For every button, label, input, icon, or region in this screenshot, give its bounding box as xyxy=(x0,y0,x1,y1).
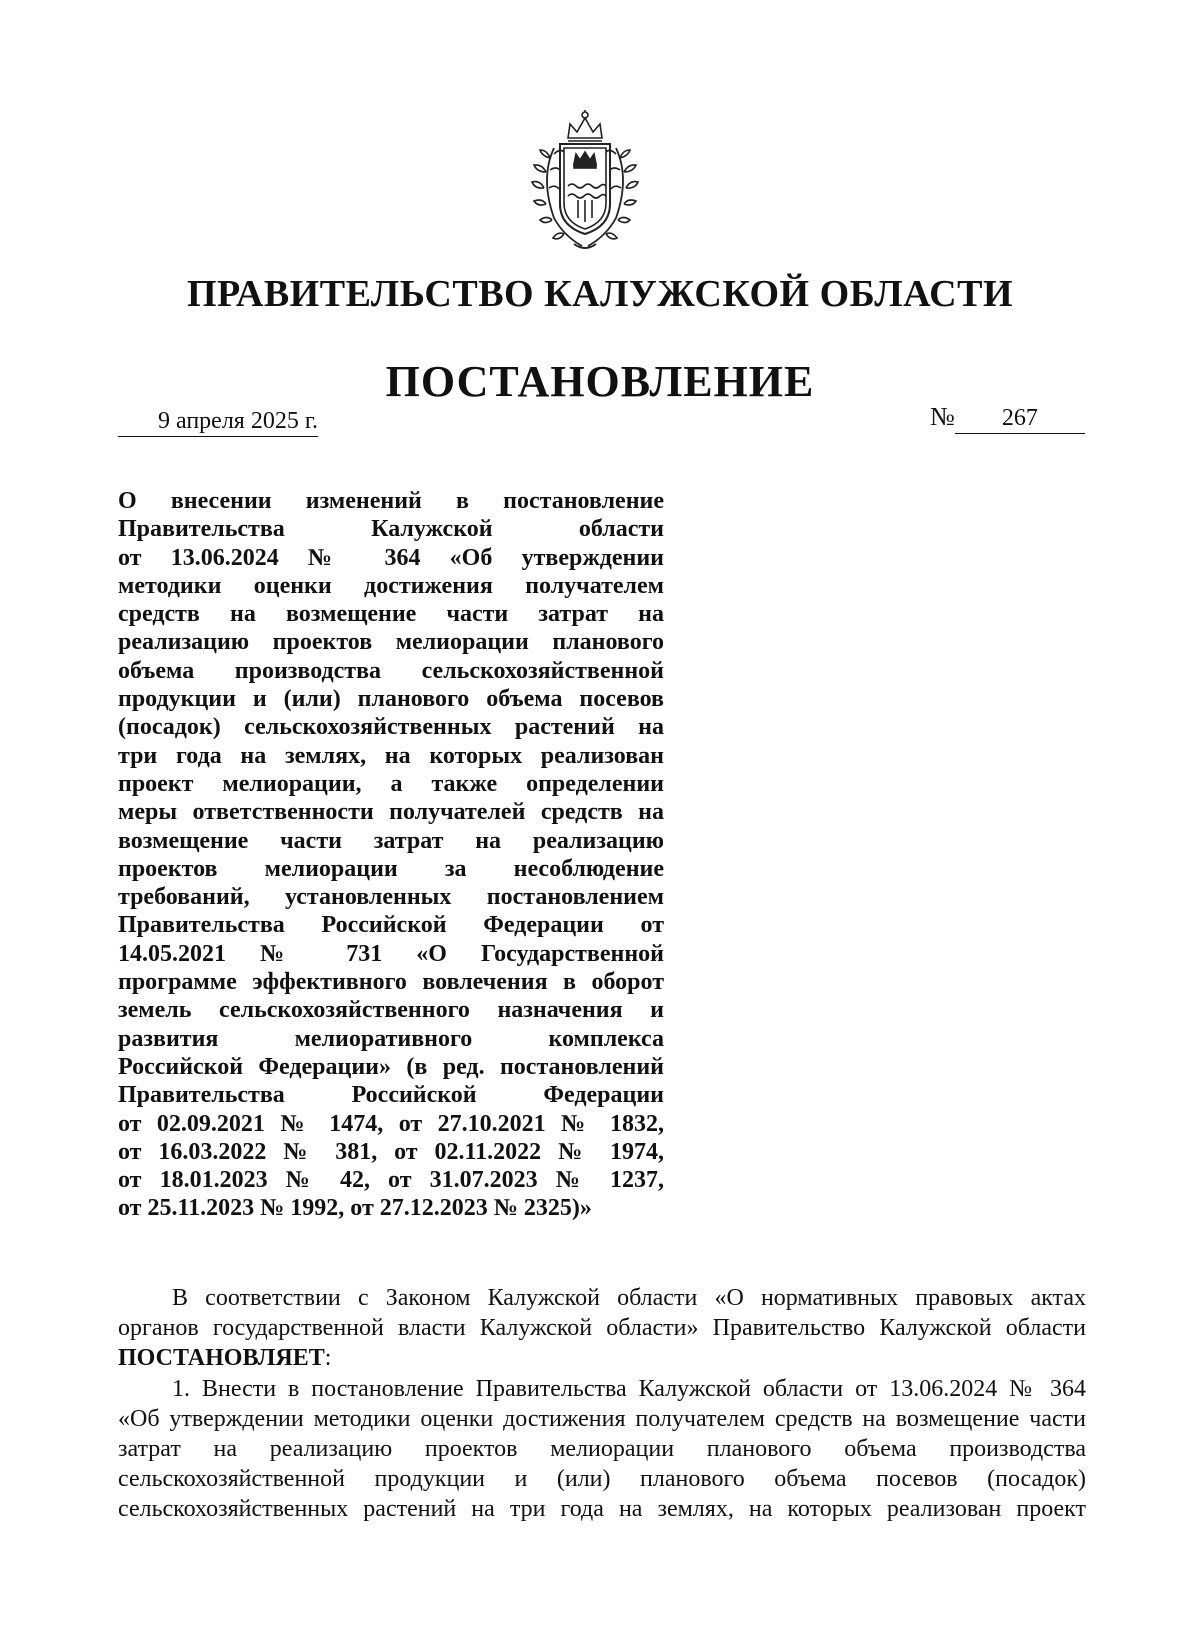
document-date: 9 апреля 2025 г. xyxy=(118,406,318,437)
subject-line: возмещение части затрат на реализацию xyxy=(118,827,664,854)
subject-line: проект мелиорации, а также определении xyxy=(118,770,664,797)
preamble-line: органов государственной власти Калужской области» Правительство Калужской области xyxy=(118,1315,1086,1342)
subject-line: программе эффективного вовлечения в оборот xyxy=(118,969,664,996)
item1-line: 1. Внести в постановление Правительства Калужской области от 13.06.2024 № 364 xyxy=(172,1375,1086,1402)
coat-of-arms-icon xyxy=(524,108,646,253)
resolves-word: ПОСТАНОВЛЯЕТ xyxy=(118,1345,325,1372)
subject-line: реализацию проектов мелиорации планового xyxy=(118,629,664,656)
subject-line: объема производства сельскохозяйственной xyxy=(118,657,664,684)
subject-line: методики оценки достижения получателем xyxy=(118,572,664,599)
organization-name: ПРАВИТЕЛЬСТВО КАЛУЖСКОЙ ОБЛАСТИ xyxy=(186,273,1014,315)
subject-line: О внесении изменений в постановление xyxy=(118,488,664,514)
subject-line: Российской Федерации» (в ред. постановлений xyxy=(118,1053,664,1080)
subject-line: развития мелиоративного комплекса xyxy=(118,1025,664,1052)
subject-line: три года на землях, на которых реализован xyxy=(118,742,664,769)
subject-line: от 16.03.2022 № 381, от 02.11.2022 № 1974, xyxy=(118,1138,664,1165)
subject-line: проектов мелиорации за несоблюдение xyxy=(118,855,664,882)
item1-line: сельскохозяйственных растений на три года на землях, на которых реализован проект xyxy=(118,1496,1086,1523)
resolves-colon: : xyxy=(324,1345,332,1372)
subject-line: от 02.09.2021 № 1474, от 27.10.2021 № 1832, xyxy=(118,1110,664,1137)
subject-line: от 25.11.2023 № 1992, от 27.12.2023 № 2325)» xyxy=(118,1195,592,1222)
subject-line: средств на возмещение части затрат на xyxy=(118,601,664,628)
document-subject xyxy=(118,487,664,1223)
subject-line: Правительства Российской Федерации от xyxy=(118,912,664,939)
document-number xyxy=(930,402,1085,434)
number-sign: № xyxy=(930,402,955,431)
subject-line: меры ответственности получателей средств на xyxy=(118,799,664,826)
document-body xyxy=(118,1283,1086,1525)
subject-line: требований, установленных постановлением xyxy=(118,884,664,911)
subject-line: от 18.01.2023 № 42, от 31.07.2023 № 1237, xyxy=(118,1167,664,1194)
item1-line: сельскохозяйственной продукции и (или) планового объема посевов (посадок) xyxy=(118,1466,1086,1493)
subject-line: Правительства Российской Федерации xyxy=(118,1082,664,1109)
subject-line: от 13.06.2024 № 364 «Об утверждении xyxy=(118,544,664,571)
subject-line: (посадок) сельскохозяйственных растений на xyxy=(118,714,664,741)
subject-line: Правительства Калужской области xyxy=(118,516,664,543)
subject-line: продукции и (или) планового объема посевов xyxy=(118,686,664,713)
document-type: ПОСТАНОВЛЕНИЕ xyxy=(385,357,815,406)
item1-line: затрат на реализацию проектов мелиорации планового объема производства xyxy=(118,1435,1086,1462)
item1-line: «Об утверждении методики оценки достижения получателем средств на возмещение части xyxy=(118,1405,1086,1432)
subject-line: 14.05.2021 № 731 «О Государственной xyxy=(118,940,664,967)
subject-line: земель сельскохозяйственного назначения и xyxy=(118,997,664,1024)
preamble-line: В соответствии с Законом Калужской области «О нормативных правовых актах xyxy=(172,1285,1086,1311)
resolves-line xyxy=(118,1343,1086,1373)
number-value: 267 xyxy=(955,403,1085,434)
